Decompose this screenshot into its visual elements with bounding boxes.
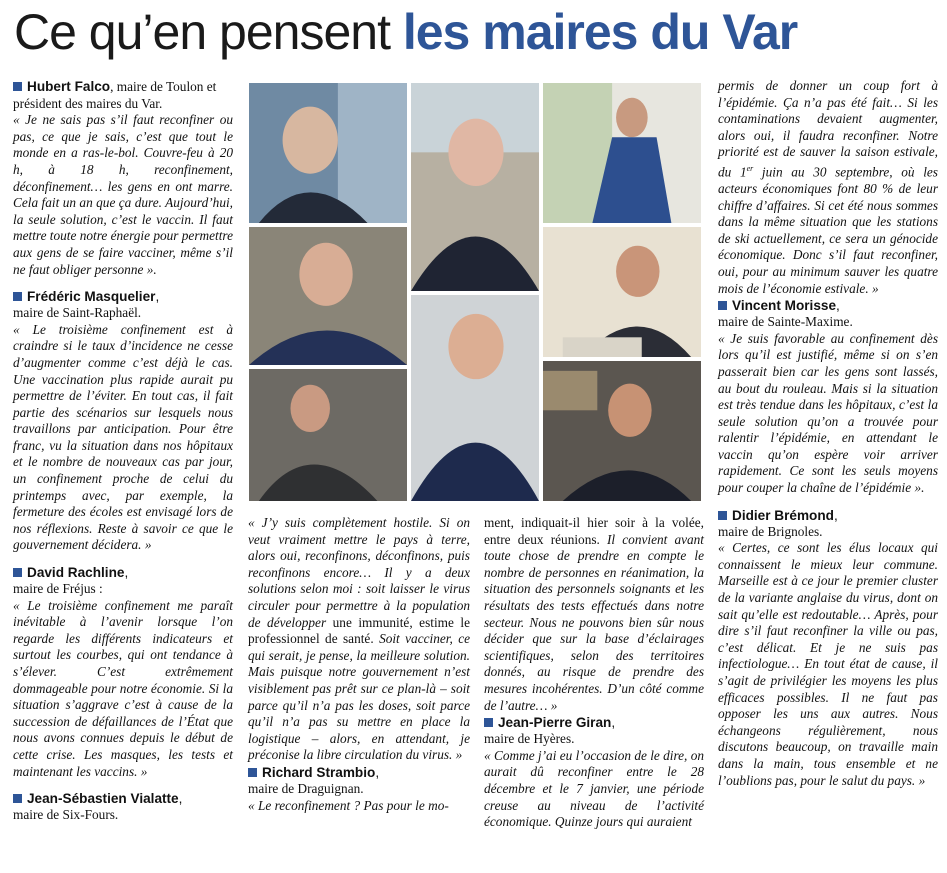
column-4 <box>718 78 938 789</box>
mayor-role: maire de Sainte-Maxime. <box>718 314 853 330</box>
column-1 <box>13 78 233 824</box>
mayor-role: maire de Saint-Raphaël. <box>13 305 142 321</box>
photo-collage <box>248 82 702 502</box>
mayor-name: Jean-Pierre Giran <box>498 715 612 731</box>
column-2 <box>248 515 470 814</box>
vialatte-block: Jean-Sébastien Vialatte, maire de Six-Fours. <box>13 790 233 824</box>
morisse-block: Vincent Morisse, maire de Sainte-Maxime. « Je suis favorable au confinement dès lors qu’il est justifié, même si on s’en passerait bien car les gens sont lassés, au bout du rouleau. Mais si la situation est très tendue dans les hôpitaux, c’est la seule solution qu’on a trouvée pour ralentir l’épidémie, en attendant le vaccin qu’on espère voir arriver rapidement. Ce sont les seuls moyens pour couper la chaîne de l’épidémie ». <box>718 298 938 496</box>
bullet-square-icon <box>484 718 493 727</box>
mayor-role: maire de Brignoles. <box>718 523 823 539</box>
photo-mayor-5 <box>410 294 540 502</box>
bullet-square-icon <box>13 794 22 803</box>
page-title <box>14 2 934 64</box>
vialatte-quote: « J’y suis complètement hostile. Si on veut vraiment mettre le pays à terre, alors oui, reconfinons, déconfinons, puis reconfinons encore… Il y a deux solutions selon moi : soit laisser le virus circuler pour permettre à la population de développer une immunité, estime le professionnel de santé. Soit vacciner, ce qui serait, je pense, la meilleure solution. Mais puisque notre gouvernement n’est visiblement pas prêt sur ce plan-là – soit parce qu’il n’a pas les doses, soit parce qu’il n’a pas su mettre en place la logistique – alors, en attendant, je préconise la libre circulation du virus. » <box>248 515 470 763</box>
column-3 <box>484 515 704 831</box>
headline-part2: les maires du Var <box>402 4 798 60</box>
strambio-block: Richard Strambio, maire de Draguignan. « Le reconfinement ? Pas pour le mo- <box>248 764 470 814</box>
bullet-square-icon <box>13 82 22 91</box>
mayor-quote: « Comme j’ai eu l’occasion de le dire, on aurait dû reconfiner entre le 28 décembre et le 7 janvier, une période creuse au niveau de l’activité économique. Quinze jours qui auraient <box>484 747 704 830</box>
bullet-square-icon <box>13 292 22 301</box>
bullet-square-icon <box>248 768 257 777</box>
strambio-quote-continued: ment, indiquait-il hier soir à la volée, entre deux réunions. Il convient avant toute chose de prendre en compte le nombre de personnes en réanimation, la situation des personnels soignants et les résultats des tests effectués dans notre secteur. Nous ne pouvons bien sûr nous décider que sur la base d’éclairages scientifiques, selon des territoires donnés, au risque de prendre des mesures incohérentes. D’un côté comme de l’autre… » <box>484 515 705 713</box>
mayor-name: Hubert Falco <box>27 79 111 94</box>
mayor-role: maire de Draguignan. <box>248 780 364 796</box>
headline-part1: Ce qu’en pensent <box>14 4 403 60</box>
masquelier-block: Frédéric Masquelier, maire de Saint-Raphaël. « Le troisième confinement est à craindre si le taux d’incidence ne cesse d’augmenter comme c’est déjà le cas. Une vaccination plus rapide aurait pu permettre de l’éviter. En tout cas, il fait partie des scénarios sur lesquels nous travaillons par anticipation. Pour être franc, vu la situation dans nos hôpitaux et le nombre de nouveaux cas par jour, un confinement proche de celui du printemps avec, par exemple, la fermeture des écoles est envisagé lors de nos réflexions. Reste à savoir ce que le gouvernement décidera. » <box>13 289 233 553</box>
photo-mayor-3 <box>542 82 702 224</box>
photo-mayor-6 <box>542 226 702 358</box>
mayor-name: Didier Brémond <box>732 507 834 523</box>
rachline-block: David Rachline, maire de Fréjus : « Le troisième confinement me paraît inévitable à l’avenir lorsque l’on regarde les différents indicateurs et surtout les courbes, qui ont tendance à s’élever. C’est extrêmement dommageable pour notre économie. Si la situation s’aggrave c’est à cause de la succession de défaillances de l’État que nous avons connues depuis le début de cette crise. Les masques, les tests et maintenant les vaccins. » <box>13 565 233 779</box>
mayor-name: Vincent Morisse <box>732 298 837 314</box>
mayor-role: maire de Six-Fours. <box>13 807 119 823</box>
bremond-block: Didier Brémond, maire de Brignoles. « Certes, ce sont les élus locaux qui connaissent le mieux leur commune. Marseille est à ce jour le premier cluster de la variante anglaise du virus, dont on sait qu’elle est redoutable… Après, pour dire s’il faut reconfiner la ville ou pas, c’est délicat. Et je ne suis pas infectiologue… En tout état de cause, il s’agit de privilégier les moyens les plus efficaces possibles. Il ne faut pas opposer les uns aux autres. Nous échangeons régulièrement, nous discutons beaucoup, on travaille main dans la main, tous ensemble et ne l’oublions pas, pour le salut du pays. » <box>718 507 938 788</box>
mayor-name: Jean-Sébastien Vialatte <box>27 791 179 807</box>
mayor-role: , maire de Toulon et président des maires du Var. <box>13 79 217 111</box>
bullet-square-icon <box>13 568 22 577</box>
bullet-square-icon <box>718 511 727 520</box>
giran-quote-continued: permis de donner un coup fort à l’épidémie. Ça n’a pas été fait… Si les contaminations devaient augmenter, alors oui, il faudra reconfiner. Notre priorité est de sauver la saison estivale, du 1er juin au 30 septembre, où les acteurs économiques font 80 % de leur chiffre d’affaires. Si cet été nous sommes dans la même situation que les stations de ski actuellement, ce sera un génocide économique. Donc s’il faut reconfiner, oui, pour au minimum sauver les quatre mois de l’économie estivale. » <box>718 78 938 296</box>
mayor-quote: « Je ne sais pas s’il faut reconfiner ou pas, ce que je sais, c’est que tout le monde en a ras-le-bol. Couvre-feu à 20 h, à 18 h, reconfinement, déconfinement… les gens en ont marre. Cela fait un an que ça dure. Aujourd’hui, la seule solution, c’est le vaccin. Il faut mettre toute notre énergie pour permettre aux gens de se faire vacciner, même s’il ne faut obliger personne ». <box>13 112 233 277</box>
mayor-quote: « Le troisième confinement est à craindre si le taux d’incidence ne cesse d’augmenter comme c’est déjà le cas. Une vaccination plus rapide aurait pu permettre de l’éviter. En tout cas, il fait partie des scénarios sur lesquels nous travaillons par anticipation. Pour être franc, vu la situation dans nos hôpitaux et le nombre de nouveaux cas par jour, un confinement proche de celui du printemps avec, par exemple, la fermeture des écoles est envisagé lors de nos réflexions. Reste à savoir ce que le gouvernement décidera. » <box>13 321 233 553</box>
mayor-role: maire de Hyères. <box>484 731 575 747</box>
giran-block: Jean-Pierre Giran, maire de Hyères. « Comme j’ai eu l’occasion de le dire, on aurait dû reconfiner entre le 28 décembre et le 7 janvier, une période creuse au niveau de l’activité économique. Quinze jours qui auraient <box>484 715 704 830</box>
photo-mayor-4 <box>248 226 408 366</box>
mayor-name: Frédéric Masquelier <box>27 289 156 305</box>
photo-mayor-7 <box>248 368 408 502</box>
bullet-square-icon <box>718 301 727 310</box>
mayor-quote: « Je suis favorable au confinement dès lors qu’il est justifié, même si on s’en passerait bien car les gens sont lassés, au bout du rouleau. Mais si la situation est très tendue dans les hôpitaux, c’est la seule solution qu’on a trouvée pour ralentir l’épidémie, en attendant le vaccin qu’on espère voir arriver rapidement. Ce sont les seuls moyens pour couper la chaîne de l’épidémie ». <box>718 330 938 496</box>
photo-mayor-8 <box>542 360 702 502</box>
photo-falco <box>248 82 408 224</box>
mayor-role: maire de Fréjus : <box>13 581 103 597</box>
photo-mayor-2 <box>410 82 540 292</box>
mayor-quote: « Le reconfinement ? Pas pour le mo- <box>248 797 449 813</box>
mayor-name: David Rachline <box>27 565 125 581</box>
mayor-name: Richard Strambio <box>262 764 376 780</box>
falco-block <box>13 78 233 278</box>
mayor-quote: « Le troisième confinement me paraît inévitable à l’avenir lorsque l’on regarde les différents indicateurs et surtout les courbes, qui ont tendance à s’élever. C’est extrêmement dommageable pour notre économie. Si la situation s’aggrave c’est à cause de la succession de défaillances de l’État que nous avons connues depuis le début de cette crise. Les masques, les tests et maintenant les vaccins. » <box>13 597 233 779</box>
mayor-quote: « Certes, ce sont les élus locaux qui connaissent le mieux leur commune. Marseille est à ce jour le premier cluster de la variante anglaise du virus, dont on sait qu’elle est redoutable… Après, pour dire s’il faut reconfiner la ville ou pas, c’est délicat. Et je ne suis pas infectiologue… En tout état de cause, il s’agit de privilégier les moyens les plus efficaces possibles. Il ne faut pas opposer les uns aux autres. Nous échangeons régulièrement, nous discutons beaucoup, on travaille main dans la main, tous ensemble et ne l’oublions pas, pour le salut du pays. » <box>718 540 938 788</box>
